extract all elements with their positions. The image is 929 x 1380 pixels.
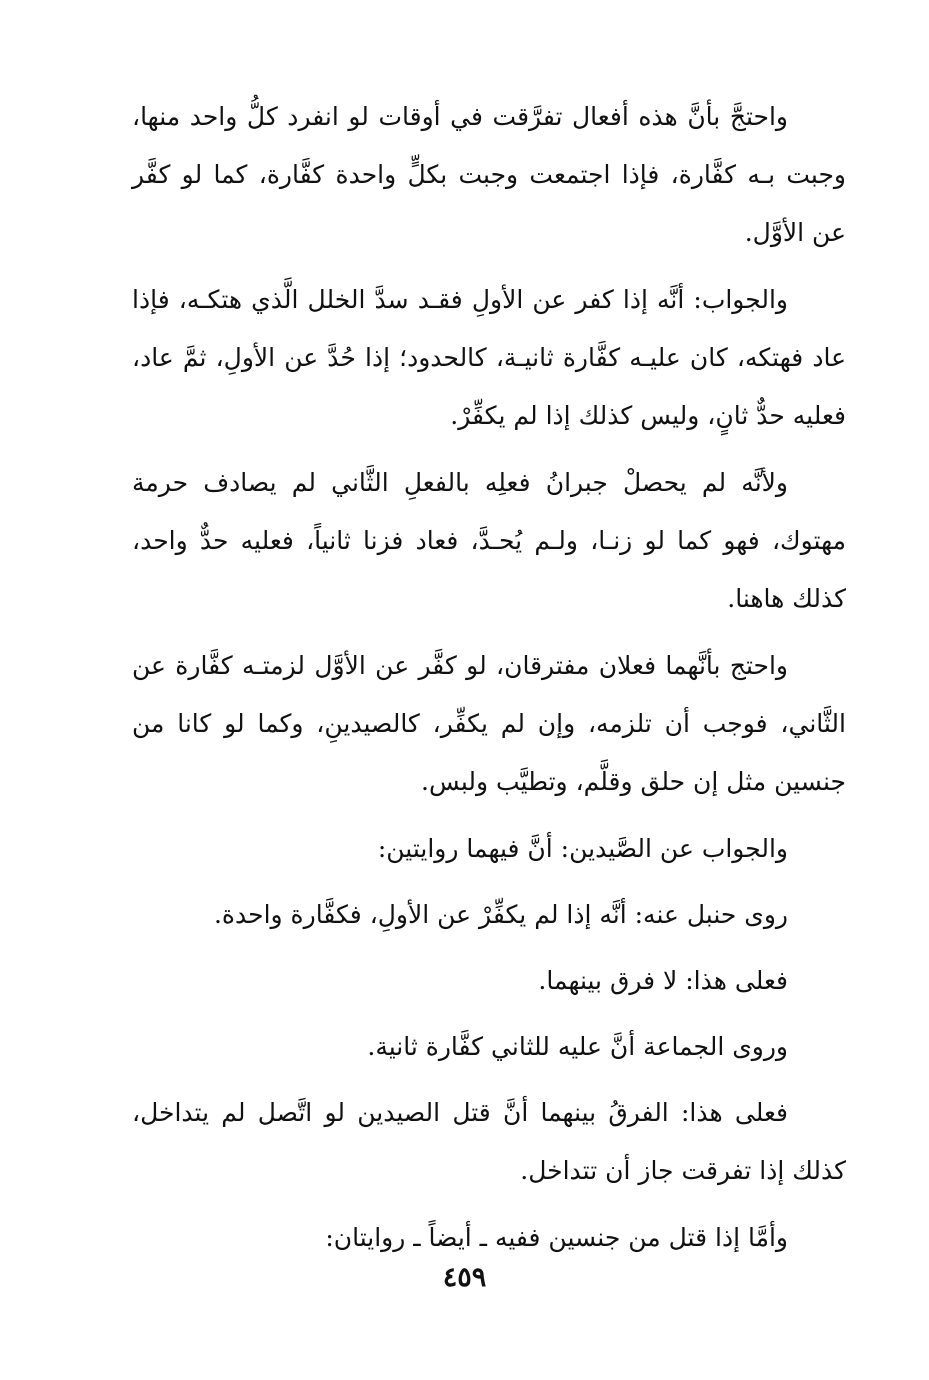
paragraph-7: فعلى هذا: لا فرق بينهما. [538,966,788,995]
page-number: ٤٥٩ [442,1262,487,1293]
paragraph-3: ولأنَّه لم يحصلْ جبرانُ فعلِه بالفعلِ الثَّاني لم يصادف حرمة مهتوك، فهو كما لو زنـا، ولـم يُحـدَّ، فعاد فزنا ثانياً، فعليه حدٌّ واحد، كذلك هاهنا. [132,468,846,613]
paragraph-6: روى حنبل عنه: أنَّه إذا لم يكفِّرْ عن الأولِ، فكفَّارة واحدة. [213,900,788,929]
paragraph-1: واحتجَّ بأنَّ هذه أفعال تفرَّقت في أوقات لو انفرد كلُّ واحد منها، وجبت بـه كفَّارة، فإذا اجتمعت وجبت بكلٍّ واحدة كفَّارة، كما لو كفَّر عن الأوَّل. [132,102,846,247]
paragraph-4: واحتج بأنَّهما فعلان مفترقان، لو كفَّر عن الأوَّل لزمتـه كفَّارة عن الثَّاني، فوجب أن تلزمه، وإن لم يكفِّر، كالصيدينِ، وكما لو كانا من جنسين مثل إن حلق وقلَّم، وتطيَّب ولبس. [132,651,846,796]
paragraph-8: وروى الجماعة أنَّ عليه للثاني كفَّارة ثانية. [367,1032,788,1061]
paragraph-5: والجواب عن الصَّيدين: أنَّ فيهما روايتين: [377,834,788,863]
paragraph-2: والجواب: أنَّه إذا كفر عن الأولِ فقـد سدَّ الخلل الَّذي هتكـه، فإذا عاد فهتكه، كان عليـه كفَّارة ثانيـة، كالحدود؛ إذا حُدَّ عن الأولِ، ثمَّ عاد، فعليه حدٌّ ثانٍ، وليس كذلك إذا لم يكفِّرْ. [132,285,846,430]
body-text [132,88,846,1275]
paragraph-10: وأمَّا إذا قتل من جنسين ففيه ـ أيضاً ـ روايتان: [325,1223,788,1252]
paragraph-9: فعلى هذا: الفرقُ بينهما أنَّ قتل الصيدين لو اتَّصل لم يتداخل، كذلك إذا تفرقت جاز أن تتداخل. [132,1098,846,1185]
